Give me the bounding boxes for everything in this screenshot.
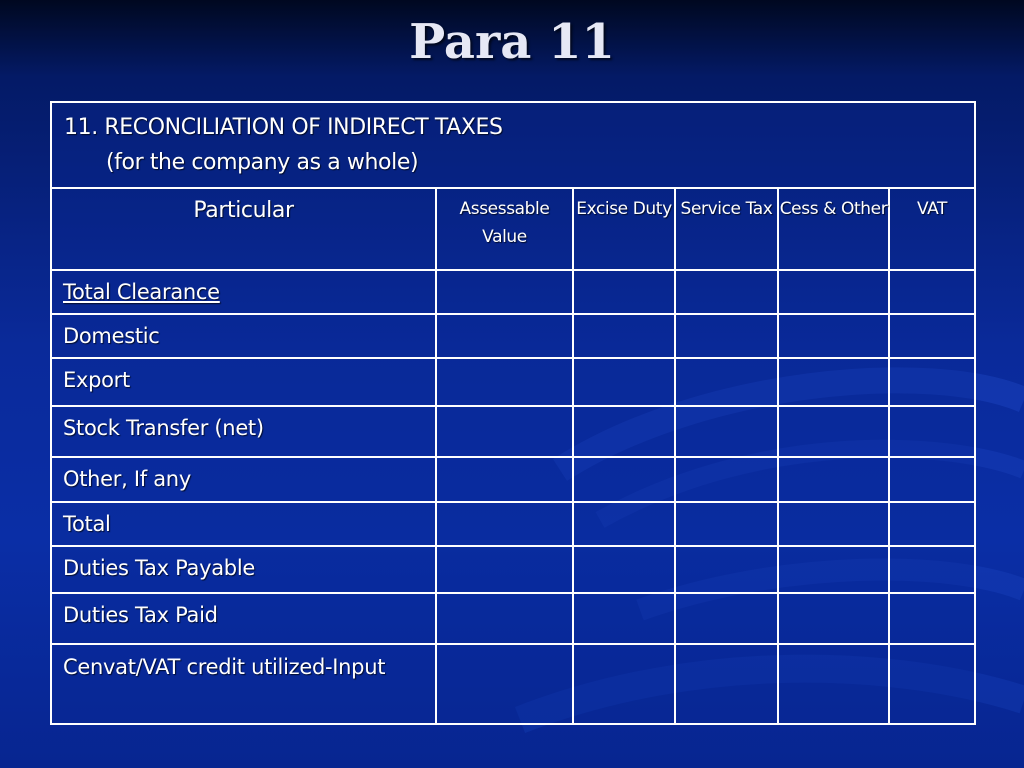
table-cell	[778, 546, 889, 593]
table-cell	[573, 457, 675, 502]
table-cell	[778, 270, 889, 314]
row-label-total-clearance: Total Clearance	[51, 270, 436, 314]
table-cell	[436, 406, 573, 457]
column-header-service-tax: Service Tax	[675, 188, 778, 270]
table-row	[51, 644, 975, 724]
table-cell	[889, 457, 975, 502]
row-label-stock-transfer: Stock Transfer (net)	[51, 406, 436, 457]
table-cell	[573, 270, 675, 314]
table-cell	[436, 314, 573, 358]
column-header-excise-duty: Excise Duty	[573, 188, 675, 270]
table-heading-subtitle: (for the company as a whole)	[106, 150, 419, 175]
table-cell	[778, 457, 889, 502]
table-cell	[889, 502, 975, 546]
row-label-domestic: Domestic	[51, 314, 436, 358]
table-cell	[889, 314, 975, 358]
table-cell	[889, 406, 975, 457]
table-row	[51, 593, 975, 644]
table-cell	[778, 358, 889, 406]
table-cell	[889, 644, 975, 724]
table-heading-cell	[51, 102, 975, 188]
table-cell	[573, 314, 675, 358]
table-cell	[778, 502, 889, 546]
column-header-vat: VAT	[889, 188, 975, 270]
table-cell	[573, 593, 675, 644]
table-cell	[889, 593, 975, 644]
reconciliation-table	[50, 101, 976, 725]
table-row	[51, 270, 975, 314]
column-header-row	[51, 188, 975, 270]
table-cell	[436, 593, 573, 644]
table-cell	[573, 406, 675, 457]
table-cell	[889, 546, 975, 593]
table-cell	[573, 546, 675, 593]
table-cell	[436, 358, 573, 406]
row-label-duties-tax-payable: Duties Tax Payable	[51, 546, 436, 593]
row-label-other-if-any: Other, If any	[51, 457, 436, 502]
slide-title: Para 11	[409, 14, 615, 70]
table-cell	[436, 270, 573, 314]
table-cell	[889, 358, 975, 406]
table-cell	[675, 546, 778, 593]
table-cell	[675, 358, 778, 406]
table-heading-title: 11. RECONCILIATION OF INDIRECT TAXES	[64, 115, 503, 140]
row-label-total: Total	[51, 502, 436, 546]
table-cell	[675, 644, 778, 724]
table-cell	[573, 644, 675, 724]
table-cell	[436, 546, 573, 593]
table-row	[51, 546, 975, 593]
table-cell	[436, 502, 573, 546]
row-label-duties-tax-paid: Duties Tax Paid	[51, 593, 436, 644]
table-cell	[778, 593, 889, 644]
table-heading-row	[51, 102, 975, 188]
table-row	[51, 358, 975, 406]
table-cell	[778, 644, 889, 724]
table-cell	[675, 502, 778, 546]
column-header-assessable-value: Assessable Value	[436, 188, 573, 270]
table-cell	[573, 502, 675, 546]
row-label-cenvat-vat-credit: Cenvat/VAT credit utilized-Input	[51, 644, 436, 724]
table-row	[51, 314, 975, 358]
table-cell	[889, 270, 975, 314]
table-row	[51, 406, 975, 457]
table-row	[51, 457, 975, 502]
table-cell	[675, 314, 778, 358]
column-header-particular: Particular	[51, 188, 436, 270]
table-cell	[675, 593, 778, 644]
table-cell	[778, 406, 889, 457]
table-row	[51, 502, 975, 546]
table-cell	[675, 457, 778, 502]
table-cell	[675, 270, 778, 314]
table-cell	[436, 457, 573, 502]
table-cell	[436, 644, 573, 724]
row-label-export: Export	[51, 358, 436, 406]
table-cell	[573, 358, 675, 406]
table-cell	[778, 314, 889, 358]
table-cell	[675, 406, 778, 457]
column-header-cess-other: Cess & Other	[778, 188, 889, 270]
